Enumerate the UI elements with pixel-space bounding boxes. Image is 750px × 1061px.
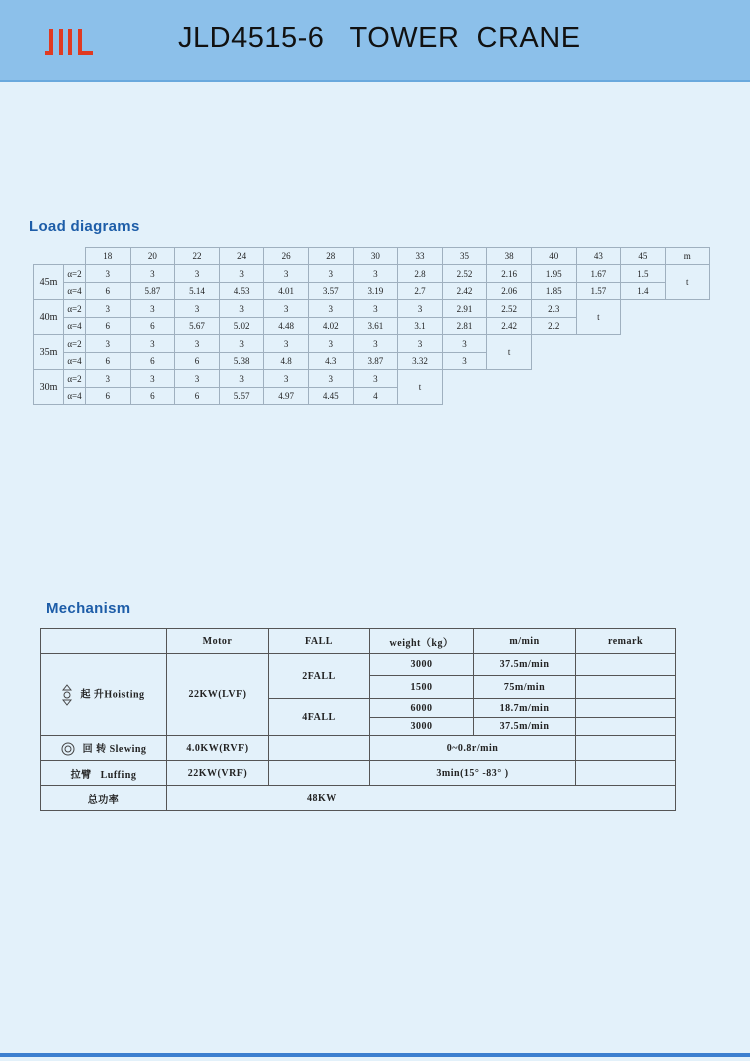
empty-cell	[621, 300, 710, 335]
load-value-cell: 2.8	[398, 265, 443, 283]
load-value-cell: 3	[353, 300, 398, 318]
luffing-motor: 22KW(VRF)	[167, 761, 269, 786]
header-cell-blank	[41, 629, 167, 654]
load-value-cell: 2.42	[442, 283, 487, 300]
mechanism-heading: Mechanism	[46, 600, 131, 617]
load-value-cell: 2.42	[487, 318, 532, 335]
radius-cell: 33	[398, 248, 443, 265]
load-row	[34, 300, 710, 318]
load-value-cell: 3	[219, 300, 264, 318]
load-value-cell: 4.97	[264, 388, 309, 405]
radius-cell: 43	[576, 248, 621, 265]
load-value-cell: 3	[264, 370, 309, 388]
radius-cell: 18	[86, 248, 131, 265]
boom-length-cell: 30m	[34, 370, 64, 405]
empty-cell	[442, 370, 709, 405]
radius-cell: 24	[219, 248, 264, 265]
radius-cell: 45	[621, 248, 666, 265]
load-value-cell: 3	[86, 300, 131, 318]
load-value-cell: 5.67	[175, 318, 220, 335]
speed-cell: 37.5m/min	[474, 718, 576, 736]
load-value-cell: 3	[219, 370, 264, 388]
load-value-cell: 4.01	[264, 283, 309, 300]
load-value-cell: 4.02	[308, 318, 353, 335]
header-cell-weight: weight（kg）	[370, 629, 474, 654]
fall-cell: α=2	[64, 265, 86, 283]
total-label: 总功率	[41, 786, 167, 811]
load-value-cell: 3.32	[398, 353, 443, 370]
slewing-fall	[269, 736, 370, 761]
load-value-cell: 1.4	[621, 283, 666, 300]
load-value-cell: 1.95	[531, 265, 576, 283]
load-value-cell: 3	[130, 335, 175, 353]
load-value-cell: 3	[308, 265, 353, 283]
load-value-cell: 3	[353, 265, 398, 283]
load-value-cell: 1.67	[576, 265, 621, 283]
radius-cell: 26	[264, 248, 309, 265]
load-value-cell: 3	[130, 370, 175, 388]
load-value-cell: 3	[175, 265, 220, 283]
load-value-cell: 3	[353, 335, 398, 353]
load-value-cell: 3	[130, 300, 175, 318]
boom-length-cell: 40m	[34, 300, 64, 335]
radius-cell: 30	[353, 248, 398, 265]
load-value-cell: 3	[175, 300, 220, 318]
load-row	[34, 265, 710, 283]
remark-cell	[576, 736, 676, 761]
load-value-cell: 3	[175, 335, 220, 353]
mechanism-table	[40, 628, 676, 811]
load-value-cell: 2.7	[398, 283, 443, 300]
fall-cell: α=4	[64, 283, 86, 300]
load-value-cell: 3	[264, 265, 309, 283]
unit-m-cell: m	[665, 248, 709, 265]
load-value-cell: 3	[442, 335, 487, 353]
empty-cell	[531, 335, 709, 370]
mechanism-header-row	[41, 629, 676, 654]
slewing-label-cell	[41, 736, 167, 761]
load-diagrams-heading: Load diagrams	[29, 218, 140, 235]
luffing-row	[41, 761, 676, 786]
remark-cell	[576, 718, 676, 736]
header-cell-speed: m/min	[474, 629, 576, 654]
page-title: JLD4515-6 TOWER CRANE	[178, 22, 581, 54]
hoisting-label-cell	[41, 654, 167, 736]
load-value-cell: 5.57	[219, 388, 264, 405]
radius-cell: 35	[442, 248, 487, 265]
load-value-cell: 4.48	[264, 318, 309, 335]
fall-cell: α=2	[64, 370, 86, 388]
total-power: 48KW	[307, 792, 337, 804]
load-value-cell: 3	[398, 335, 443, 353]
load-value-cell: 4	[353, 388, 398, 405]
total-value	[167, 786, 676, 811]
load-value-cell: 3	[86, 370, 131, 388]
load-value-cell: 2.3	[531, 300, 576, 318]
fall-cell: α=4	[64, 353, 86, 370]
load-value-cell: 2.52	[487, 300, 532, 318]
weight-cell: 1500	[370, 676, 474, 699]
load-value-cell: 3.1	[398, 318, 443, 335]
fall-cell: α=4	[64, 318, 86, 335]
load-value-cell: 2.91	[442, 300, 487, 318]
header-cell-remark: remark	[576, 629, 676, 654]
unit-t-cell: t	[398, 370, 443, 405]
load-value-cell: 6	[175, 353, 220, 370]
load-value-cell: 3	[219, 265, 264, 283]
load-value-cell: 5.87	[130, 283, 175, 300]
load-value-cell: 3	[130, 265, 175, 283]
remark-cell	[576, 676, 676, 699]
bottom-bar	[0, 1053, 750, 1057]
header-bar	[0, 0, 750, 80]
luffing-fall	[269, 761, 370, 786]
load-value-cell: 2.2	[531, 318, 576, 335]
radius-cell: 28	[308, 248, 353, 265]
remark-cell	[576, 699, 676, 718]
load-value-cell: 4.8	[264, 353, 309, 370]
load-value-cell: 2.81	[442, 318, 487, 335]
speed-cell: 37.5m/min	[474, 654, 576, 676]
load-value-cell: 3	[264, 300, 309, 318]
load-value-cell: 5.14	[175, 283, 220, 300]
fall-4fall: 4FALL	[269, 699, 370, 736]
header-cell-motor: Motor	[167, 629, 269, 654]
luffing-time: 3min(15° -83° )	[370, 761, 576, 786]
load-value-cell: 3	[308, 335, 353, 353]
luffing-label: 拉臂 Luffing	[41, 761, 167, 786]
load-value-cell: 4.3	[308, 353, 353, 370]
load-value-cell: 3	[308, 300, 353, 318]
load-row	[34, 370, 710, 388]
load-value-cell: 6	[86, 318, 131, 335]
remark-cell	[576, 761, 676, 786]
load-value-cell: 2.16	[487, 265, 532, 283]
hoist-arrows-icon	[62, 684, 72, 706]
load-value-cell: 6	[130, 318, 175, 335]
speed-cell: 18.7m/min	[474, 699, 576, 718]
load-value-cell: 2.06	[487, 283, 532, 300]
radius-cell: 22	[175, 248, 220, 265]
header-divider	[0, 80, 750, 82]
weight-cell: 6000	[370, 699, 474, 718]
slewing-row	[41, 736, 676, 761]
load-value-cell: 6	[86, 353, 131, 370]
load-value-cell: 5.38	[219, 353, 264, 370]
speed-cell: 75m/min	[474, 676, 576, 699]
radius-cell: 20	[130, 248, 175, 265]
load-value-cell: 3	[219, 335, 264, 353]
load-value-cell: 4.53	[219, 283, 264, 300]
hoisting-label: 起 升Hoisting	[80, 688, 145, 700]
radius-header-row	[34, 248, 710, 265]
load-value-cell: 3	[398, 300, 443, 318]
load-value-cell: 3.19	[353, 283, 398, 300]
remark-cell	[576, 654, 676, 676]
unit-t-cell: t	[487, 335, 532, 370]
load-value-cell: 6	[175, 388, 220, 405]
fall-cell: α=4	[64, 388, 86, 405]
boom-length-cell: 45m	[34, 265, 64, 300]
load-value-cell: 1.85	[531, 283, 576, 300]
load-value-cell: 6	[130, 388, 175, 405]
slewing-speed: 0~0.8r/min	[370, 736, 576, 761]
unit-t-cell: t	[665, 265, 709, 300]
weight-cell: 3000	[370, 718, 474, 736]
load-value-cell: 1.57	[576, 283, 621, 300]
load-value-cell: 3	[442, 353, 487, 370]
load-value-cell: 3	[264, 335, 309, 353]
load-value-cell: 6	[86, 388, 131, 405]
load-value-cell: 4.45	[308, 388, 353, 405]
weight-cell: 3000	[370, 654, 474, 676]
fall-2fall: 2FALL	[269, 654, 370, 699]
fall-cell: α=2	[64, 335, 86, 353]
hoisting-motor: 22KW(LVF)	[167, 654, 269, 736]
load-value-cell: 6	[130, 353, 175, 370]
load-value-cell: 3.61	[353, 318, 398, 335]
slewing-icon	[61, 742, 75, 756]
header-blank	[34, 248, 86, 265]
company-logo	[45, 27, 95, 59]
total-row	[41, 786, 676, 811]
load-value-cell: 3	[86, 265, 131, 283]
slewing-label: 回 转 Slewing	[82, 743, 147, 755]
load-value-cell: 3	[308, 370, 353, 388]
boom-length-cell: 35m	[34, 335, 64, 370]
load-value-cell: 6	[86, 283, 131, 300]
load-value-cell: 3.57	[308, 283, 353, 300]
fall-cell: α=2	[64, 300, 86, 318]
load-value-cell: 5.02	[219, 318, 264, 335]
hoisting-row-1	[41, 654, 676, 676]
load-value-cell: 2.52	[442, 265, 487, 283]
load-value-cell: 3.87	[353, 353, 398, 370]
radius-cell: 38	[487, 248, 532, 265]
unit-t-cell: t	[576, 300, 621, 335]
radius-cell: 40	[531, 248, 576, 265]
slewing-motor: 4.0KW(RVF)	[167, 736, 269, 761]
load-row	[34, 283, 710, 300]
load-value-cell: 1.5	[621, 265, 666, 283]
load-value-cell: 3	[86, 335, 131, 353]
load-diagram-table	[33, 247, 710, 405]
load-row	[34, 335, 710, 353]
load-value-cell: 3	[353, 370, 398, 388]
load-value-cell: 3	[175, 370, 220, 388]
header-cell-fall: FALL	[269, 629, 370, 654]
